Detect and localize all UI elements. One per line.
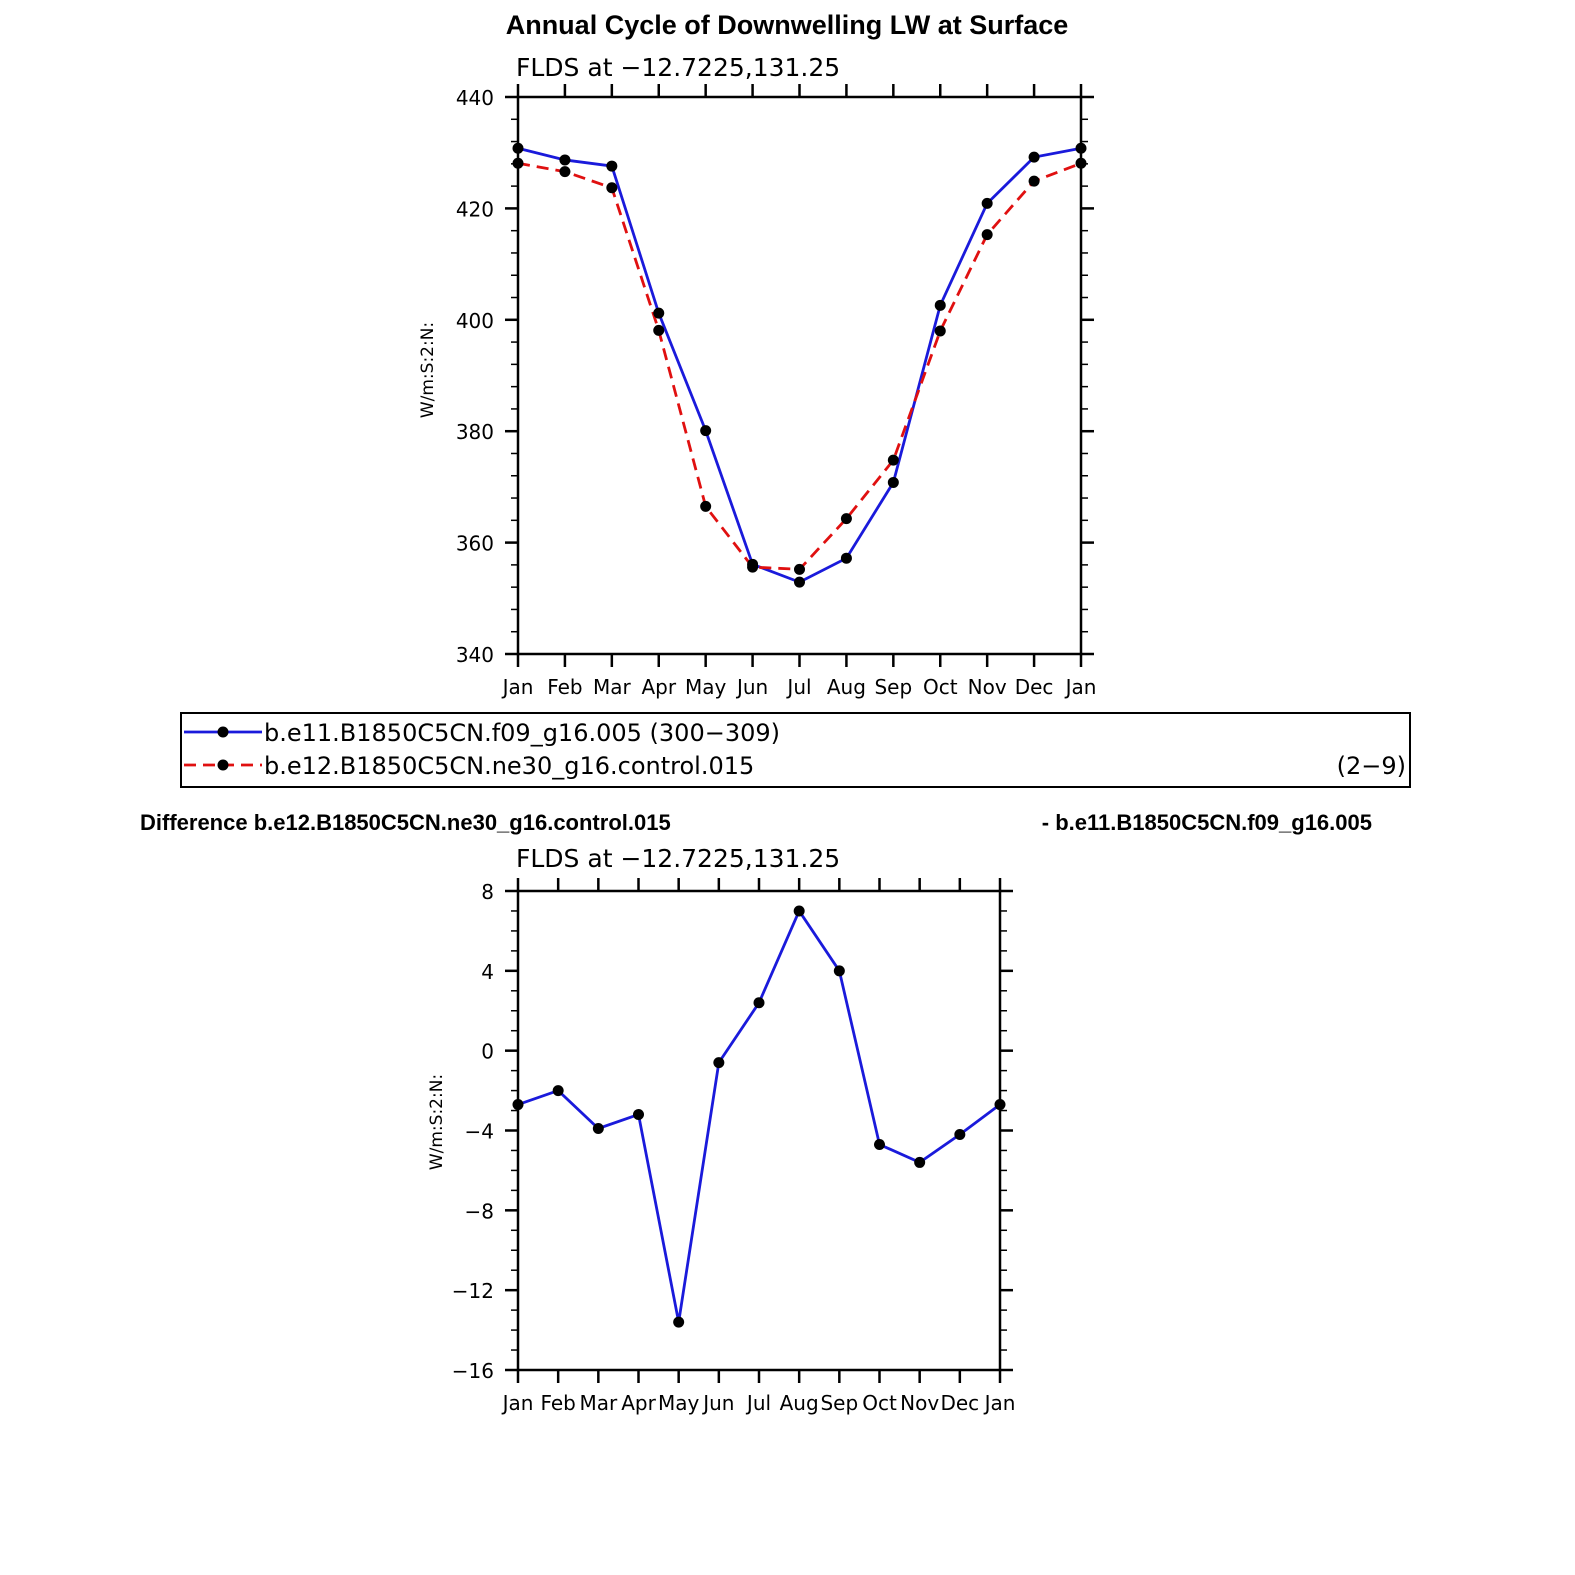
legend-swatch-marker (218, 760, 229, 771)
x-tick-label: Jan (1065, 675, 1097, 699)
series-1-point (1029, 152, 1040, 163)
legend-label: b.e11.B1850C5CN.f09_g16.005 (300−309) (264, 719, 780, 747)
series-1-point (673, 1317, 684, 1328)
y-tick-label: −16 (451, 1359, 494, 1383)
y-tick-label: −4 (464, 1119, 494, 1144)
y-tick-label: 8 (481, 880, 494, 904)
x-tick-label: Jul (746, 1391, 772, 1415)
series-2-point (1076, 158, 1087, 169)
difference-title-left: Difference b.e12.B1850C5CN.ne30_g16.control.015 (140, 810, 671, 835)
x-tick-label: Dec (1014, 675, 1054, 699)
series-1-point (794, 905, 805, 916)
x-tick-label: Apr (621, 1391, 656, 1415)
y-tick-label: −12 (451, 1279, 494, 1304)
x-tick-label: Sep (874, 675, 913, 699)
series-1-point (513, 143, 524, 154)
x-tick-label: May (684, 675, 727, 699)
series-2-point (653, 325, 664, 336)
y-tick-label: 420 (455, 197, 494, 222)
series-line-1 (518, 911, 1000, 1322)
legend-swatch-marker (218, 727, 229, 738)
series-line-1 (518, 148, 1081, 582)
series-1-point (1076, 143, 1087, 154)
legend-label: b.e12.B1850C5CN.ne30_g16.control.015 (264, 752, 755, 780)
x-tick-label: Feb (540, 1391, 576, 1415)
series-1-point (914, 1157, 925, 1168)
y-axis-label: W/m:S:2:N: (418, 321, 438, 419)
series-1-point (713, 1057, 724, 1068)
chart-subtitle: FLDS at −12.7225,131.25 (516, 844, 841, 873)
x-tick-label: Apr (641, 675, 677, 699)
y-tick-label: 380 (455, 420, 494, 445)
x-tick-label: May (657, 1391, 700, 1415)
series-2-point (888, 455, 899, 466)
series-1-point (794, 577, 805, 588)
x-tick-label: Jul (787, 675, 812, 699)
difference-title-right: - b.e11.B1850C5CN.f09_g16.005 (1041, 810, 1372, 835)
series-1-point (834, 965, 845, 976)
x-tick-label: Sep (820, 1391, 859, 1415)
series-1-point (653, 308, 664, 319)
legend (181, 713, 1410, 787)
y-tick-label: 440 (455, 86, 494, 110)
chart-subtitle: FLDS at −12.7225,131.25 (516, 53, 841, 82)
series-2-point (747, 562, 758, 573)
x-tick-label: Oct (862, 1391, 897, 1415)
series-line-2 (518, 163, 1081, 569)
series-1-point (995, 1099, 1006, 1110)
x-tick-label: Nov (967, 675, 1007, 699)
series-1-point (513, 1099, 524, 1110)
x-tick-label: Aug (779, 1391, 819, 1415)
x-tick-label: Mar (579, 1391, 618, 1415)
series-1-point (700, 425, 711, 436)
series-2-point (1029, 176, 1040, 187)
series-1-point (954, 1129, 965, 1140)
x-tick-label: Aug (826, 675, 866, 699)
chart-difference (427, 844, 1015, 1415)
series-1-point (841, 553, 852, 564)
x-tick-label: Dec (940, 1391, 980, 1415)
y-tick-label: 400 (455, 308, 494, 333)
x-tick-label: Jan (502, 675, 534, 699)
series-1-point (593, 1123, 604, 1134)
series-2-point (982, 229, 993, 240)
series-1-point (606, 161, 617, 172)
x-tick-label: Jan (984, 1391, 1016, 1415)
series-1-point (935, 300, 946, 311)
series-2-point (841, 513, 852, 524)
series-1-point (553, 1085, 564, 1096)
series-1-point (754, 997, 765, 1008)
series-1-point (982, 198, 993, 209)
y-tick-label: 340 (455, 643, 494, 667)
series-2-point (559, 166, 570, 177)
series-2-point (935, 325, 946, 336)
y-tick-label: 0 (481, 1039, 494, 1064)
page-title: Annual Cycle of Downwelling LW at Surface (505, 10, 1069, 40)
series-1-point (633, 1109, 644, 1120)
plot-frame (518, 891, 1000, 1370)
series-1-point (559, 154, 570, 165)
x-tick-label: Nov (900, 1391, 940, 1415)
series-2-point (513, 158, 524, 169)
y-tick-label: 4 (481, 959, 494, 984)
series-2-point (794, 564, 805, 575)
series-2-point (606, 182, 617, 193)
legend-suffix: (2−9) (1336, 752, 1406, 780)
x-tick-label: Oct (922, 675, 958, 699)
x-tick-label: Feb (547, 675, 583, 699)
x-tick-label: Jun (736, 675, 769, 699)
y-tick-label: 360 (455, 531, 494, 556)
x-tick-label: Mar (592, 675, 631, 699)
x-tick-label: Jan (502, 1391, 534, 1415)
series-1-point (888, 477, 899, 488)
y-axis-label: W/m:S:2:N: (427, 1073, 447, 1171)
x-tick-label: Jun (703, 1391, 735, 1415)
y-tick-label: −8 (464, 1199, 494, 1224)
series-1-point (874, 1139, 885, 1150)
series-2-point (700, 501, 711, 512)
chart-annual-cycle (418, 53, 1096, 699)
